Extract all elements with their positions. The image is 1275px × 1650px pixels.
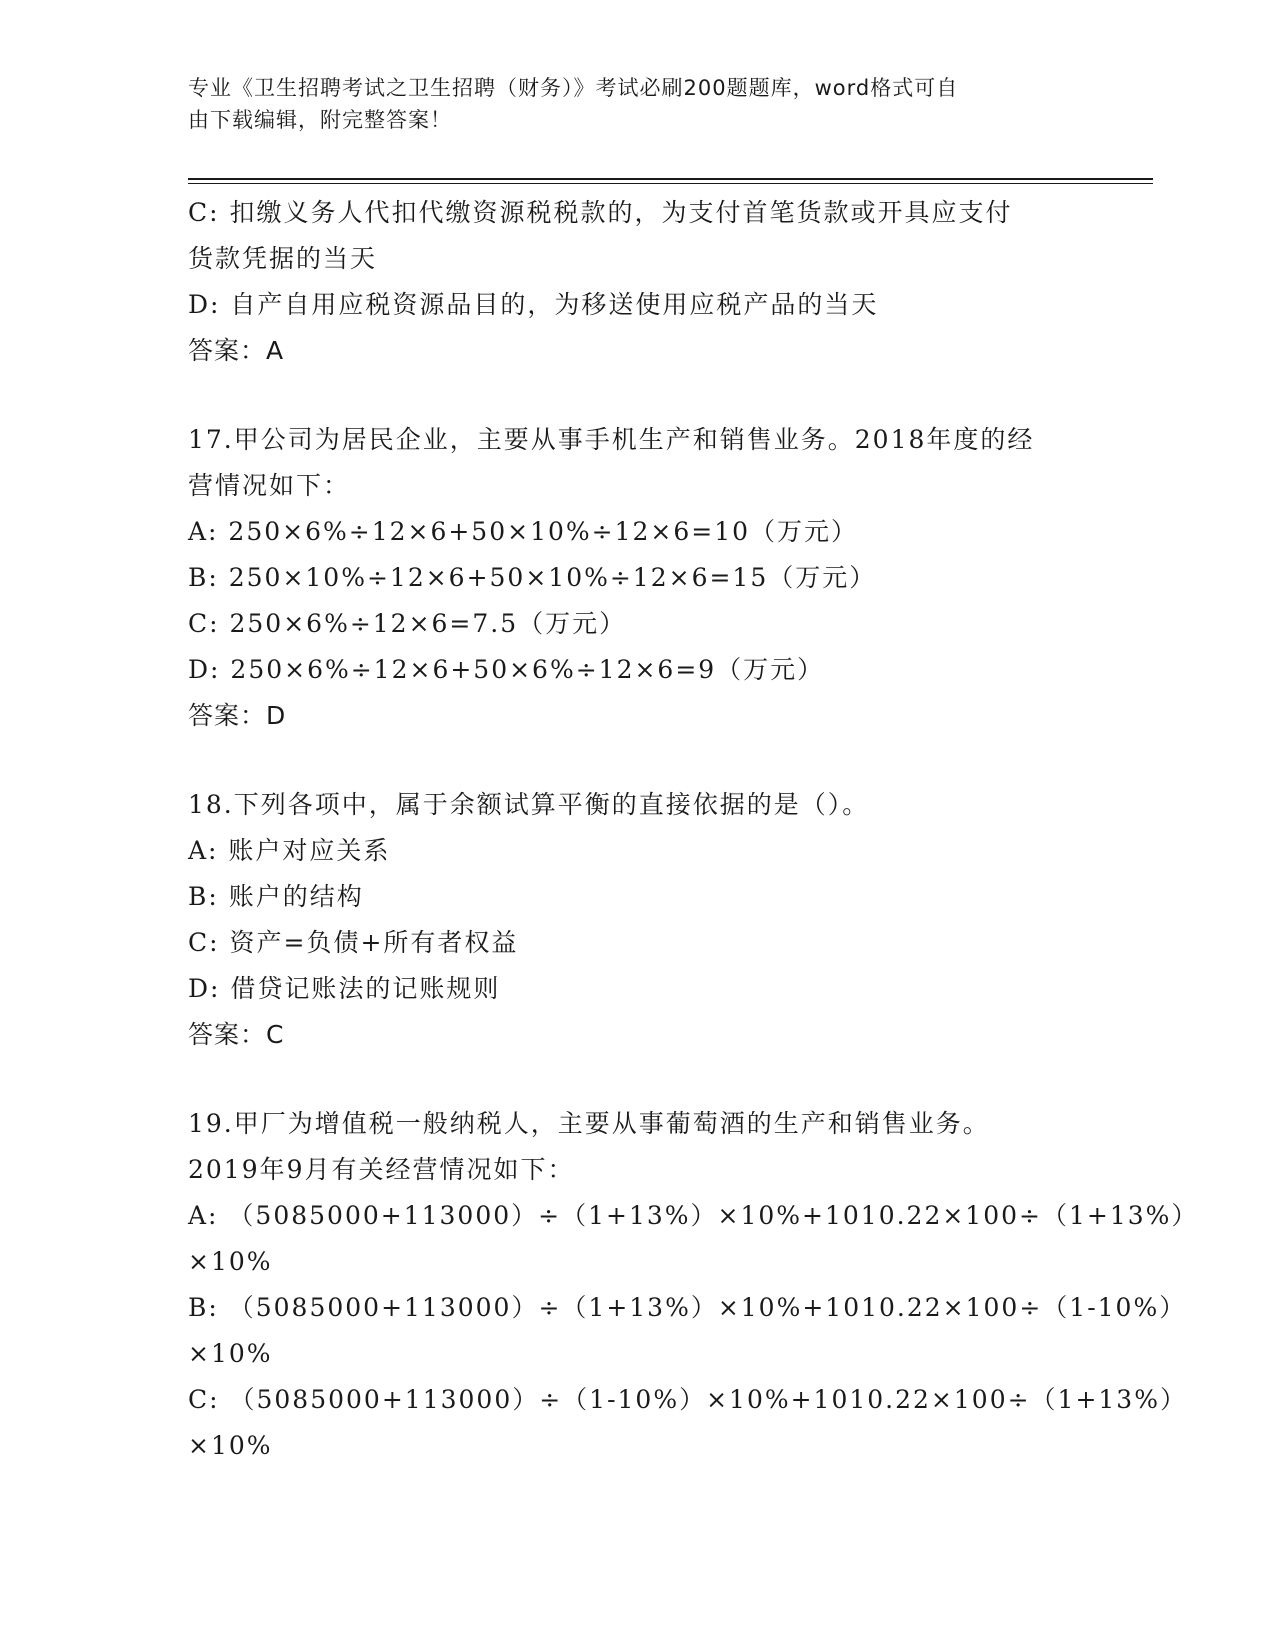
question-stem-line-2: 2019年9月有关经营情况如下： <box>188 1155 575 1184</box>
answer: 答案：A <box>188 336 285 365</box>
header-line-2: 由下载编辑，附完整答案！ <box>188 108 452 132</box>
header-divider-thick <box>188 178 1153 180</box>
option-a-line-1: A: （5085000+113000）÷（1+13%）×10%+1010.22×100÷（1+13%） <box>188 1201 1199 1230</box>
answer: 答案：C <box>188 1020 285 1049</box>
option-c-line-2: ×10% <box>188 1431 273 1460</box>
option-d: D: 自产自用应税资源品目的，为移送使用应税产品的当天 <box>188 290 879 319</box>
header-divider-thin <box>188 183 1153 184</box>
option-c-line-1: C: 扣缴义务人代扣代缴资源税税款的，为支付首笔货款或开具应支付 <box>188 198 1013 227</box>
option-d: D: 250×6%÷12×6+50×6%÷12×6=9（万元） <box>188 655 825 684</box>
option-a: A: 250×6%÷12×6+50×10%÷12×6=10（万元） <box>188 517 859 546</box>
question-18 <box>188 782 1088 1058</box>
question-19 <box>188 1101 1199 1469</box>
option-c: C: 250×6%÷12×6=7.5（万元） <box>188 609 627 638</box>
spacer <box>188 374 1088 417</box>
header-line-1: 专业《卫生招聘考试之卫生招聘（财务）》考试必刷200题题库，word格式可自 <box>188 76 959 100</box>
question-stem-line-1: 19.甲厂为增值税一般纳税人，主要从事葡萄酒的生产和销售业务。 <box>188 1109 990 1138</box>
document-header <box>188 72 1068 136</box>
option-c-line-2: 货款凭据的当天 <box>188 244 378 273</box>
answer: 答案：D <box>188 701 287 730</box>
spacer <box>188 739 1088 782</box>
question-stem-line-2: 营情况如下： <box>188 471 351 500</box>
option-a-line-2: ×10% <box>188 1247 273 1276</box>
option-c: C: 资产=负债+所有者权益 <box>188 928 519 957</box>
option-b: B: 账户的结构 <box>188 882 364 911</box>
option-a: A: 账户对应关系 <box>188 836 391 865</box>
question-list <box>188 190 1199 1469</box>
option-b-line-1: B: （5085000+113000）÷（1+13%）×10%+1010.22×100÷（1-10%） <box>188 1293 1187 1322</box>
option-b: B: 250×10%÷12×6+50×10%÷12×6=15（万元） <box>188 563 877 592</box>
question-17 <box>188 417 1088 739</box>
question-stem-line-1: 17.甲公司为居民企业，主要从事手机生产和销售业务。2018年度的经 <box>188 425 1035 454</box>
spacer <box>188 1058 1088 1101</box>
question-stem: 18.下列各项中，属于余额试算平衡的直接依据的是（）。 <box>188 790 870 819</box>
option-d: D: 借贷记账法的记账规则 <box>188 974 501 1003</box>
option-b-line-2: ×10% <box>188 1339 273 1368</box>
option-c-line-1: C: （5085000+113000）÷（1-10%）×10%+1010.22×100÷（1+13%） <box>188 1385 1187 1414</box>
question-16-tail <box>188 190 1088 374</box>
